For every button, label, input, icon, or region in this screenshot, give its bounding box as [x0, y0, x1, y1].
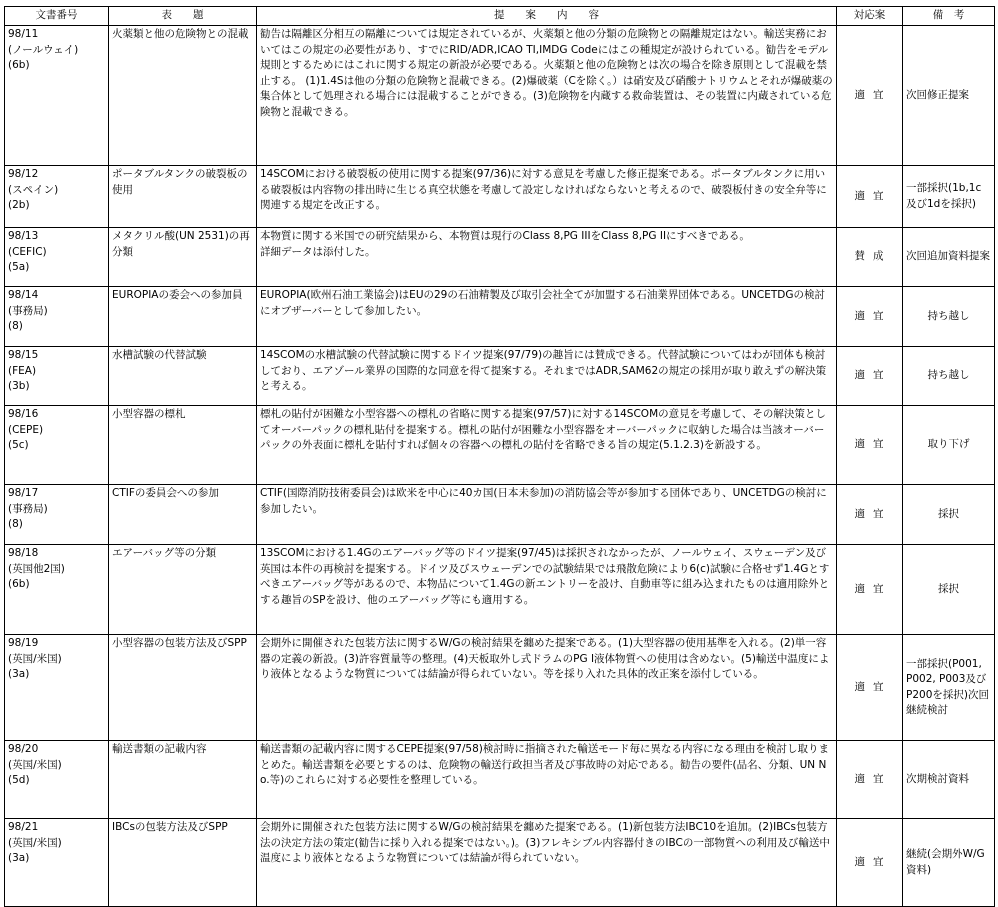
proposal-text: 会期外に開催された包装方法に関するW/Gの検討結果を纏めた提案である。(1)大型容器の使用基準を入れる。(2)単一容器の定義の新設。(3)許容質量等の整理。(4)天板取外し式ドラムのPG I液体物質への使用は含めない。(5)輸送中温度により液体となるような物質については結論が得られていない。等を採り入れた具体的改正案を添付している。: [257, 635, 837, 741]
doc-number: 98/15 (FEA) (3b): [5, 347, 109, 406]
table-row: [5, 406, 995, 485]
response: 適宜: [837, 347, 903, 406]
remarks: 次回追加資料提案: [903, 228, 995, 287]
header-title: 表 題: [109, 7, 257, 26]
table-row: [5, 485, 995, 545]
proposal-text: 本物質に関する米国での研究結果から、本物質は現行のClass 8,PG IIIをClass 8,PG IIにすべきである。 詳細データは添付した。: [257, 228, 837, 287]
header-row: [5, 7, 995, 26]
response: 適宜: [837, 485, 903, 545]
response: 適宜: [837, 166, 903, 228]
proposal-text: CTIF(国際消防技術委員会)は欧米を中心に40カ国(日本未参加)の消防協会等が参加する団体であり、UNCETDGの検討に参加したい。: [257, 485, 837, 545]
proposal-text: 標札の貼付が困難な小型容器への標札の省略に関する提案(97/57)に対する14SCOMの意見を考慮して、その解決策としてオーバーパックの標札貼付を提案する。標札の貼付が困難な小型容器をオーバーパックに収納した場合は当該オーバーパックの外表面に標札を貼付すれば個々の容器への標札の貼付を省略できる旨の規定(5.1.2.3)を新設する。: [257, 406, 837, 485]
response: 適宜: [837, 819, 903, 907]
header-response: 対応案: [837, 7, 903, 26]
table-row: [5, 545, 995, 635]
item-title: 輸送書類の記載内容: [109, 741, 257, 819]
item-title: 火薬類と他の危険物との混載: [109, 26, 257, 166]
item-title: IBCsの包装方法及びSPP: [109, 819, 257, 907]
table-row: [5, 228, 995, 287]
doc-number: 98/19 (英国/米国) (3a): [5, 635, 109, 741]
doc-number: 98/20 (英国/米国) (5d): [5, 741, 109, 819]
doc-number: 98/21 (英国/米国) (3a): [5, 819, 109, 907]
response: 適宜: [837, 545, 903, 635]
table-row: [5, 741, 995, 819]
remarks: 次期検討資料: [903, 741, 995, 819]
response: 適宜: [837, 406, 903, 485]
proposal-text: 13SCOMにおける1.4Gのエアーバッグ等のドイツ提案(97/45)は採択されなかったが、ノールウェイ、スウェーデン及び英国は本件の再検討を提案する。ドイツ及びスウェーデンでの試験結果では飛散危険により6(c)試験に合格せず1.4Gとすべきエアーバッグ等があるので、本物品について1.4Gの新エントリーを設け、自動車等に組み込まれたものは適用除外とする趣旨のSPを設け、他のエアーバッグ等にも適用する。: [257, 545, 837, 635]
item-title: 小型容器の包装方法及びSPP: [109, 635, 257, 741]
remarks: 持ち越し: [903, 287, 995, 347]
remarks: 採択: [903, 545, 995, 635]
response: 適宜: [837, 26, 903, 166]
proposal-text: EUROPIA(欧州石油工業協会)はEUの29の石油精製及び取引会社全てが加盟する石油業界団体である。UNCETDGの検討にオブザーバーとして参加したい。: [257, 287, 837, 347]
doc-number: 98/16 (CEPE) (5c): [5, 406, 109, 485]
header-proposal: 提 案 内 容: [257, 7, 837, 26]
item-title: メタクリル酸(UN 2531)の再分類: [109, 228, 257, 287]
remarks: 取り下げ: [903, 406, 995, 485]
item-title: 小型容器の標札: [109, 406, 257, 485]
doc-number: 98/18 (英国他2国) (6b): [5, 545, 109, 635]
remarks: 採択: [903, 485, 995, 545]
header-doc-no: 文書番号: [5, 7, 109, 26]
response: 適宜: [837, 287, 903, 347]
header-remarks: 備 考: [903, 7, 995, 26]
doc-number: 98/12 (スペイン) (2b): [5, 166, 109, 228]
response: 適宜: [837, 635, 903, 741]
proposal-text: 輸送書類の記載内容に関するCEPE提案(97/58)検討時に指摘された輸送モード毎に異なる内容になる理由を検討し取りまとめた。輸送書類を必要とするのは、危険物の輸送行政担当者及び事故時の対応である。勧告の要件(品名、分類、UN No.等)のこれらに対する必要性を整理している。: [257, 741, 837, 819]
doc-number: 98/13 (CEFIC) (5a): [5, 228, 109, 287]
remarks: 一部採択(1b,1c及び1dを採択): [903, 166, 995, 228]
table-row: [5, 819, 995, 907]
proposal-text: 14SCOMの水槽試験の代替試験に関するドイツ提案(97/79)の趣旨には賛成できる。代替試験についてはわが団体も検討しており、エアゾール業界の国際的な同意を得て提案する。それまではADR,SAM62の規定の採用が取り敢えずの解決策と考える。: [257, 347, 837, 406]
item-title: EUROPIAの委会への参加員: [109, 287, 257, 347]
remarks: 次回修正提案: [903, 26, 995, 166]
response: 賛成: [837, 228, 903, 287]
item-title: ポータブルタンクの破裂板の使用: [109, 166, 257, 228]
item-title: 水槽試験の代替試験: [109, 347, 257, 406]
proposal-table: [4, 6, 995, 907]
table-row: [5, 347, 995, 406]
table-row: [5, 166, 995, 228]
table-row: [5, 26, 995, 166]
proposal-text: 勧告は隔離区分相互の隔離については規定されているが、火薬類と他の分類の危険物との隔離規定はない。輸送実務においてはこの規定の必要性があり、すでにRID/ADR,ICAO TI,IMDG Codeにはこの種規定が設けられている。勧告をモデル規則とするためにはこれに関する規定の新設が必要である。火薬類と他の危険物とは次の場合を除き原則として混載を禁止する。 (1)1.4Sは他の分類の危険物と混載できる。(2)爆破薬（Cを除く。）は硝安及び硝酸ナトリウムとそれが爆破薬の集合体として処理される場合には混載することができる。(3)危険物を内蔵する救命装置は、その装置に内蔵されている危険物と混載できる。: [257, 26, 837, 166]
remarks: 一部採択(P001, P002, P003及びP200を採択)次回継続検討: [903, 635, 995, 741]
proposal-text: 会期外に開催された包装方法に関するW/Gの検討結果を纏めた提案である。(1)新包装方法IBC10を追加。(2)IBCs包装方法の決定方法の策定(勧告に採り入れる提案ではない。)。(3)フレキシブル内容器付きのIBCの一部物質への利用及び輸送中温度により液体となるような物質については結論が得られていない。: [257, 819, 837, 907]
proposal-text: 14SCOMにおける破裂板の使用に関する提案(97/36)に対する意見を考慮した修正提案である。ポータブルタンクに用いる破裂板は内容物の排出時に生じる真空状態を考慮して設定しなければならないと考えるので、破裂板付きの安全弁等に関連する規定を改正する。: [257, 166, 837, 228]
table-row: [5, 287, 995, 347]
item-title: CTIFの委員会への参加: [109, 485, 257, 545]
doc-number: 98/17 (事務局) (8): [5, 485, 109, 545]
table-row: [5, 635, 995, 741]
remarks: 継続(会期外W/G資料): [903, 819, 995, 907]
doc-number: 98/14 (事務局) (8): [5, 287, 109, 347]
remarks: 持ち越し: [903, 347, 995, 406]
item-title: エアーバッグ等の分類: [109, 545, 257, 635]
doc-number: 98/11 (ノールウェイ) (6b): [5, 26, 109, 166]
response: 適宜: [837, 741, 903, 819]
